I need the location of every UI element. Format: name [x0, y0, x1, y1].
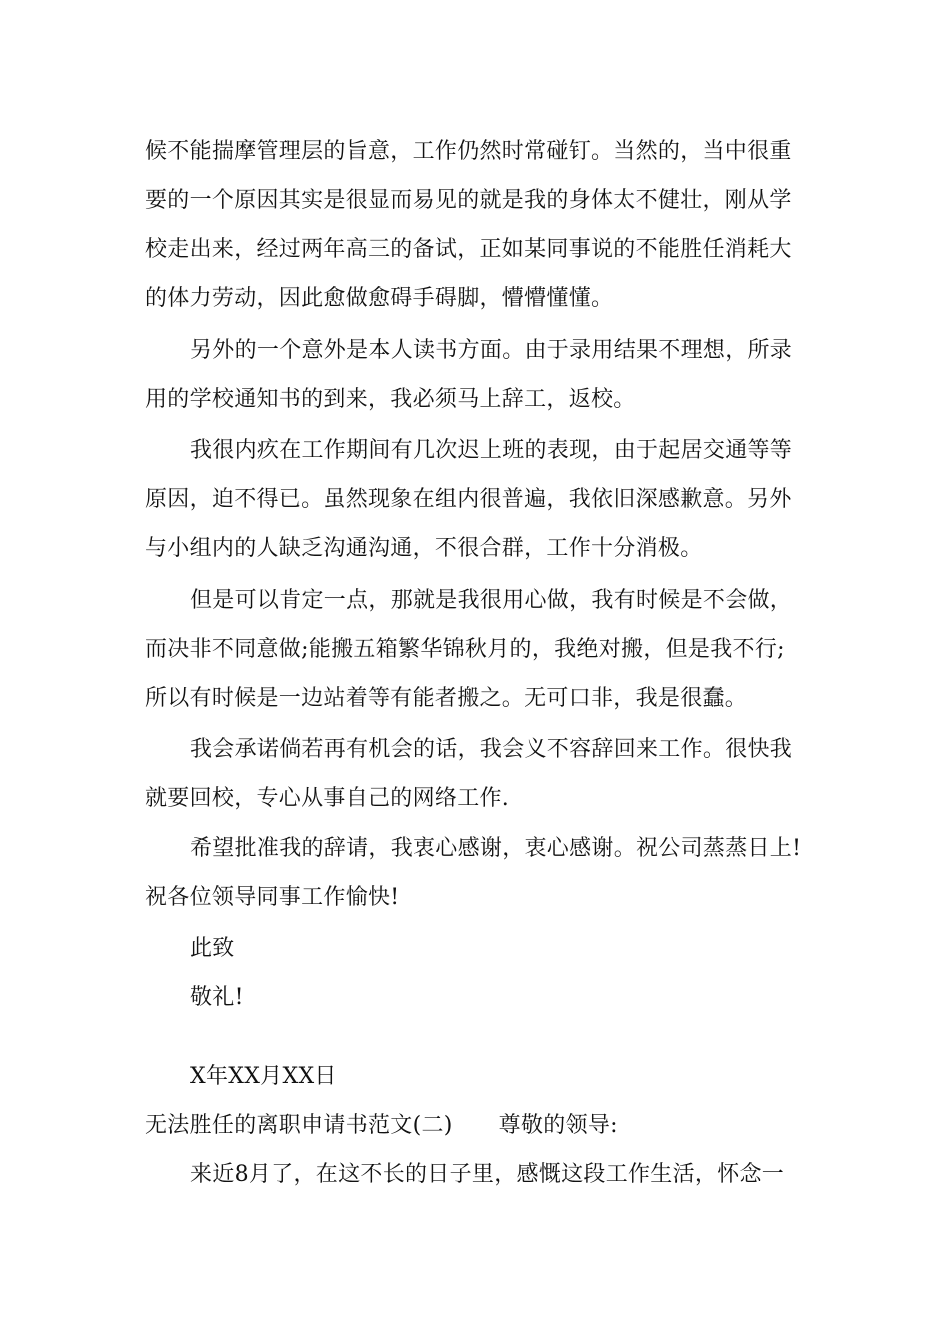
paragraph-first-line: 但是可以肯定一点，那就是我很用心做，我有时候是不会做， [190, 588, 793, 613]
paragraph-first-line: 另外的一个意外是本人读书方面。由于录用结果不理想，所录 [190, 338, 793, 363]
body-line: 就要回校，专心从事自己的网络工作. [145, 786, 510, 811]
body-line: 用的学校通知书的到来，我必须马上辞工，返校。 [145, 387, 636, 412]
body-line: 与小组内的人缺乏沟通沟通，不很合群，工作十分消极。 [145, 536, 703, 561]
date-line: X年XX月XX日 [190, 1064, 337, 1089]
body-line: 候不能揣摩管理层的旨意，工作仍然时常碰钉。当然的，当中很重 [145, 139, 792, 164]
closing-cizhi: 此致 [190, 936, 235, 961]
paragraph-first-line: 我很内疚在工作期间有几次迟上班的表现，由于起居交通等等 [190, 438, 793, 463]
section-title: 无法胜任的离职申请书范文(二) [145, 1113, 453, 1138]
body-line: 原因，迫不得已。虽然现象在组内很普遍，我依旧深感歉意。另外 [145, 487, 792, 512]
paragraph-first-line: 我会承诺倘若再有机会的话，我会义不容辞回来工作。很快我 [190, 737, 793, 762]
salutation: 尊敬的领导: [498, 1113, 618, 1138]
closing-jingli: 敬礼! [190, 985, 244, 1010]
body-line: 的体力劳动，因此愈做愈碍手碍脚，懵懵懂懂。 [145, 286, 614, 311]
body-line: 所以有时候是一边站着等有能者搬之。无可口非，我是很蠢。 [145, 686, 748, 711]
body-line: 祝各位领导同事工作愉快! [145, 885, 400, 910]
body-line: 而决非不同意做;能搬五箱繁华锦秋月的，我绝对搬，但是我不行; [145, 637, 785, 662]
body-line: 校走出来，经过两年高三的备试，正如某同事说的不能胜任消耗大 [145, 237, 792, 262]
section-heading-line [145, 1111, 815, 1141]
body-line: 要的一个原因其实是很显而易见的就是我的身体太不健壮，刚从学 [145, 188, 792, 213]
paragraph-first-line: 希望批准我的辞请，我衷心感谢，衷心感谢。祝公司蒸蒸日上! [190, 836, 802, 861]
paragraph-first-line: 来近8月了，在这不长的日子里，感慨这段工作生活，怀念一 [190, 1162, 785, 1187]
